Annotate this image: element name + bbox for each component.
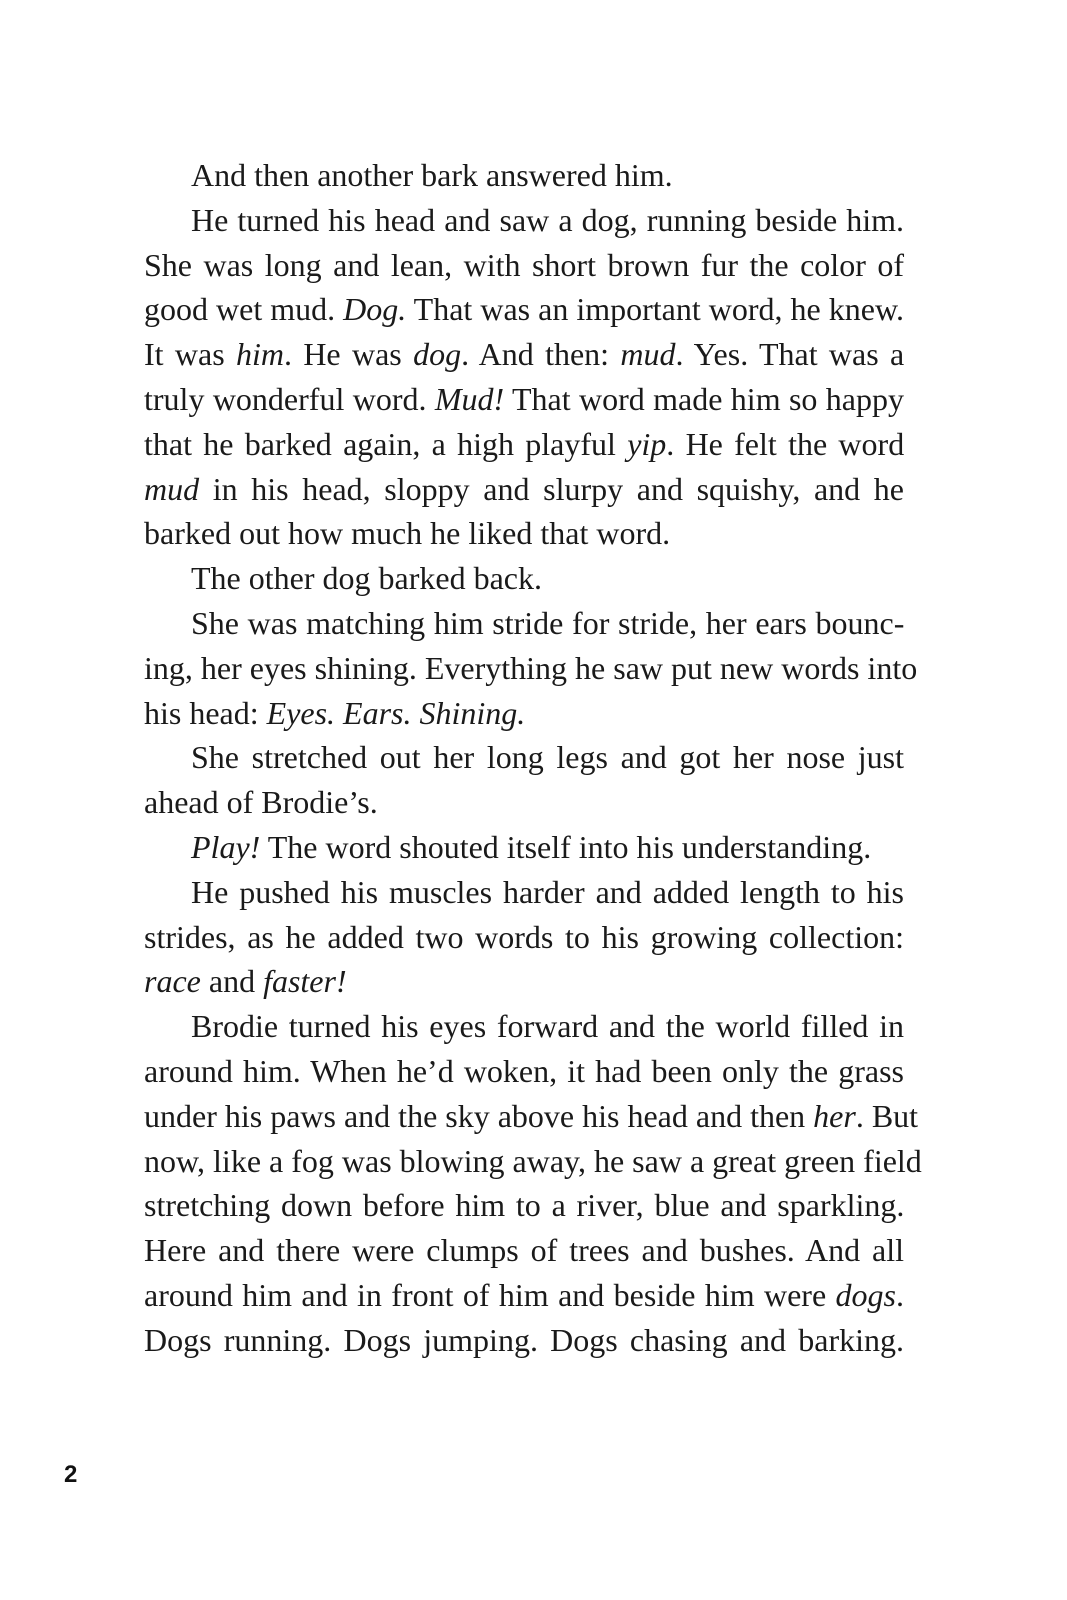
text-run: That was an important word, he knew. <box>406 291 905 328</box>
italic-text: mud <box>620 336 676 373</box>
italic-text: Mud! <box>434 380 505 417</box>
text-run: Brodie turned his eyes forward and the world filled in <box>191 1008 904 1045</box>
text-line <box>144 780 904 825</box>
text-run: . But <box>855 1097 919 1134</box>
text-run: He turned his head and saw a dog, running beside him. <box>191 201 905 238</box>
italic-text: Play! <box>191 828 261 865</box>
text-run: He pushed his muscles harder and added length to his <box>191 873 904 910</box>
text-run: Here and there were clumps of trees and bushes. And all <box>144 1232 904 1269</box>
text-run: . Yes. That was a <box>675 336 905 373</box>
text-run: That word made him so happy <box>504 380 905 417</box>
italic-text: dog <box>413 336 462 373</box>
italic-text: Eyes. Ears. Shining. <box>266 694 526 731</box>
text-line <box>144 1273 904 1318</box>
text-run: around him. When he’d woken, it had been only the grass <box>144 1052 904 1089</box>
text-line <box>144 511 904 556</box>
italic-text: faster! <box>263 963 347 1000</box>
text-run: around him and in front of him and beside him were <box>144 1276 836 1313</box>
italic-text: her <box>813 1097 856 1134</box>
text-line <box>144 825 904 870</box>
text-line <box>144 556 904 601</box>
text-line <box>144 646 918 691</box>
text-line <box>144 1139 922 1184</box>
text-run: . He felt the word <box>666 425 905 462</box>
text-line <box>144 1094 919 1139</box>
text-run: under his paws and the sky above his head and then <box>144 1097 814 1134</box>
text-run: The word shouted itself into his understanding. <box>260 828 872 865</box>
italic-text: dogs <box>835 1276 896 1313</box>
text-run: stretching down before him to a river, blue and sparkling. <box>144 1187 905 1224</box>
page-number: 2 <box>64 1461 78 1488</box>
text-line <box>144 243 904 288</box>
text-run: ing, her eyes shining. Everything he saw put new words into <box>144 649 918 686</box>
italic-text: Dog. <box>343 291 407 328</box>
text-run: . <box>896 1276 904 1313</box>
text-line <box>144 332 904 377</box>
text-line <box>144 198 904 243</box>
text-run: The other dog barked back. <box>191 560 542 597</box>
text-line <box>144 959 904 1004</box>
text-run: She was matching him stride for stride, her ears bounc- <box>191 604 905 641</box>
italic-text: mud <box>144 470 200 507</box>
text-run: . And then: <box>461 336 621 373</box>
text-run: now, like a fog was blowing away, he saw a great green field <box>144 1142 922 1179</box>
text-run: Dogs running. Dogs jumping. Dogs chasing and barking. <box>144 1321 904 1358</box>
text-line <box>144 422 904 467</box>
text-run: strides, as he added two words to his growing collection: <box>144 918 904 955</box>
text-line <box>144 735 904 780</box>
text-line <box>144 153 904 198</box>
text-line <box>144 1183 904 1228</box>
text-run: and <box>200 963 264 1000</box>
italic-text: yip <box>627 425 667 462</box>
text-line <box>144 467 904 512</box>
text-line <box>144 601 904 646</box>
text-run: She was long and lean, with short brown fur the color of <box>144 246 904 283</box>
text-line <box>144 287 904 332</box>
text-run: barked out how much he liked that word. <box>144 515 671 552</box>
text-line <box>144 377 904 422</box>
text-run: And then another bark answered him. <box>191 157 673 193</box>
italic-text: race <box>144 963 201 1000</box>
text-line <box>144 915 904 960</box>
text-run: It was <box>144 336 236 373</box>
text-run: his head: <box>144 694 267 731</box>
text-run: ahead of Brodie’s. <box>144 784 378 821</box>
text-run: . He was <box>283 336 414 373</box>
text-line <box>144 1049 904 1094</box>
text-run: truly wonderful word. <box>144 380 435 417</box>
text-line <box>144 691 904 736</box>
text-line <box>144 870 904 915</box>
text-run: that he barked again, a high playful <box>144 425 628 462</box>
body-text <box>144 153 922 1363</box>
text-run: in his head, sloppy and slurpy and squishy, and he <box>199 470 904 507</box>
text-run: good wet mud. <box>144 291 344 328</box>
italic-text: him <box>235 336 284 373</box>
text-line <box>144 1004 904 1049</box>
text-run: She stretched out her long legs and got her nose just <box>191 739 904 776</box>
text-line <box>144 1318 904 1363</box>
text-line <box>144 1228 904 1273</box>
